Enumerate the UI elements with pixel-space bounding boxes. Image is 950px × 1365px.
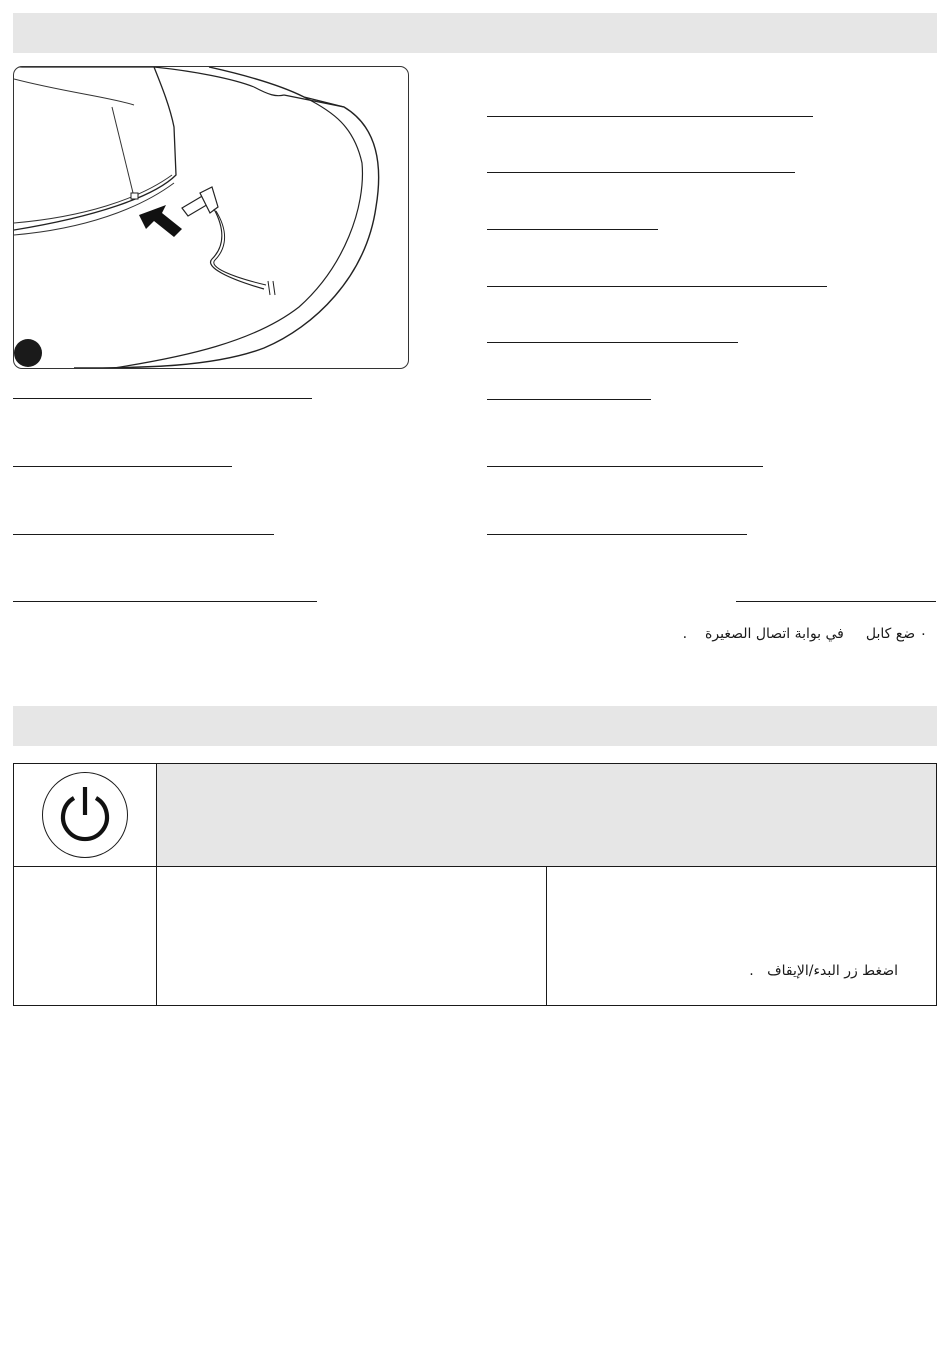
- blank-line: [487, 399, 651, 400]
- blank-line: [487, 116, 813, 117]
- cable-illustration: [13, 66, 409, 369]
- blank-line: [13, 398, 312, 399]
- blank-line: [13, 534, 274, 535]
- blank-line: [13, 601, 317, 602]
- blank-line: [487, 342, 738, 343]
- table-header-cell: [157, 764, 937, 867]
- power-icon: [55, 785, 115, 845]
- section-header-operation: [13, 706, 937, 746]
- instruction-end: .: [682, 626, 688, 642]
- blank-line: [487, 286, 827, 287]
- blank-line: [487, 466, 763, 467]
- operation-table: [13, 763, 937, 1006]
- cable-plug-drawing: [14, 67, 408, 368]
- blank-line: [13, 466, 232, 467]
- section-header-setup: [13, 13, 937, 53]
- blank-line: [487, 172, 795, 173]
- blank-line: [487, 534, 747, 535]
- blank-line: [487, 229, 658, 230]
- left-text-cell: [157, 867, 547, 1006]
- instruction-cell: [547, 867, 937, 1006]
- instruction-middle: في بوابة اتصال الصغيرة: [705, 626, 844, 642]
- blank-line: [736, 601, 936, 602]
- power-button-symbol: [42, 772, 128, 858]
- icon-cell: [14, 764, 157, 867]
- empty-cell: [14, 867, 157, 1006]
- instruction-prefix: ٠ ضع كابل: [865, 626, 928, 642]
- step-number-badge: [14, 339, 42, 367]
- setup-instruction: [683, 610, 936, 642]
- power-instruction: اضغط زر البدء/الإيقاف .: [749, 963, 898, 979]
